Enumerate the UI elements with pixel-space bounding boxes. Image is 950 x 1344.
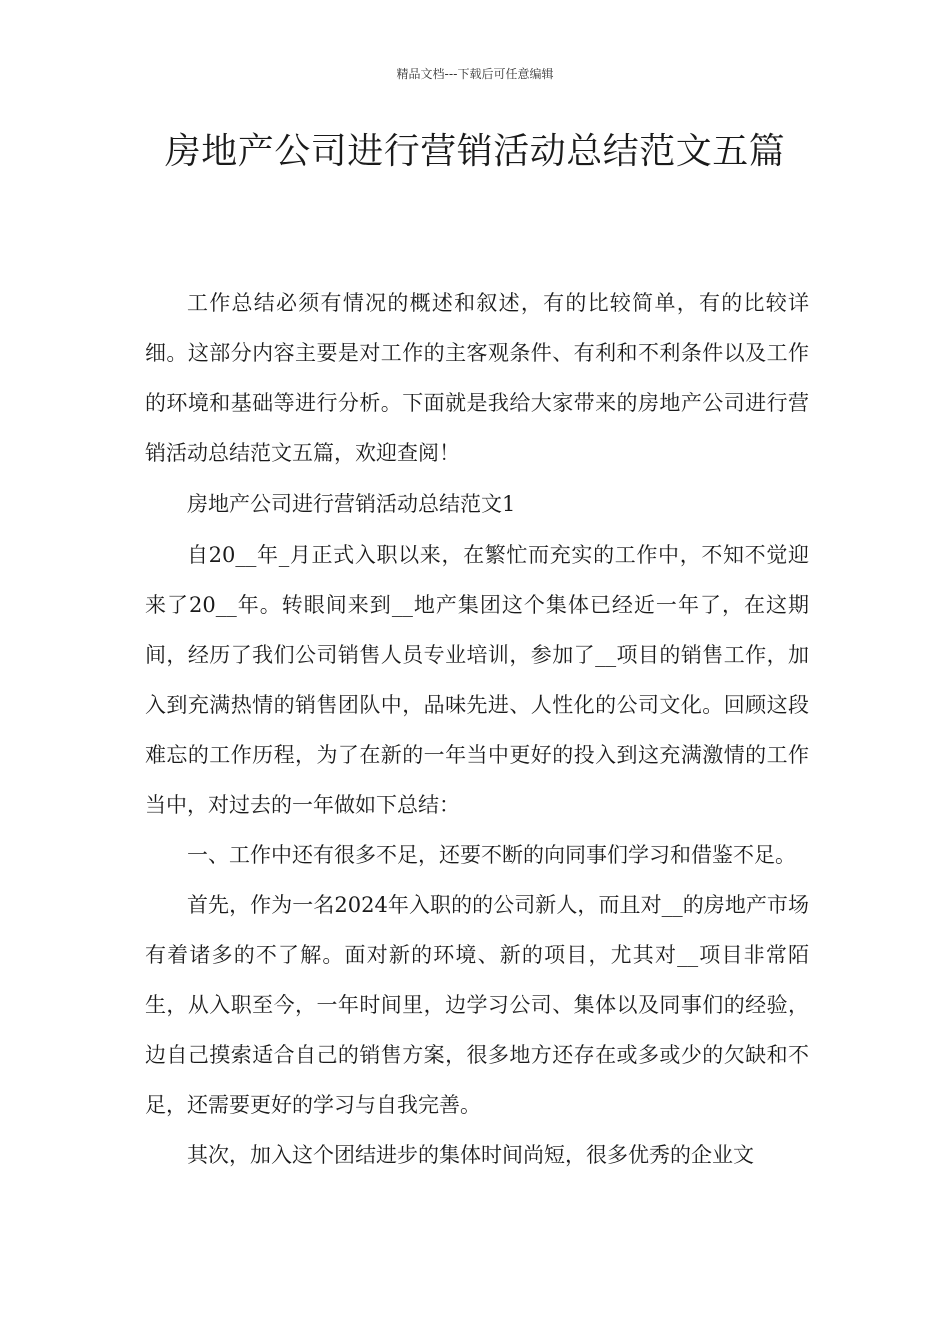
- body-paragraph: 其次，加入这个团结进步的集体时间尚短，很多优秀的企业文: [187, 1143, 754, 1167]
- section-heading: 房地产公司进行营销活动总结范文1: [187, 492, 516, 516]
- subheading-paragraph: 一、工作中还有很多不足，还要不断的向同事们学习和借鉴不足。: [187, 843, 796, 867]
- body-paragraph: 自20__年_月正式入职以来，在繁忙而充实的工作中，不知不觉迎来了20__年。转眼间来到__地产集团这个集体已经近一年了，在这期间，经历了我们公司销售人员专业培训，参加了__项目的销售工作，加入到充满热情的销售团队中，品味先进、人性化的公司文化。回顾这段难忘的工作历程，为了在新的一年当中更好的投入到这充满激情的工作当中，对过去的一年做如下总结：: [145, 543, 809, 817]
- body-paragraph: 首先，作为一名2024年入职的的公司新人，而且对__的房地产市场有着诸多的不了解。面对新的环境、新的项目，尤其对__项目非常陌生，从入职至今，一年时间里，边学习公司、集体以及同事们的经验，边自己摸索适合自己的销售方案，很多地方还存在或多或少的欠缺和不足，还需要更好的学习与自我完善。: [145, 893, 809, 1117]
- document-title: 房地产公司进行营销活动总结范文五篇: [164, 131, 786, 172]
- document-body: [145, 278, 809, 1180]
- intro-paragraph: 工作总结必须有情况的概述和叙述，有的比较简单，有的比较详细。这部分内容主要是对工作的主客观条件、有利和不利条件以及工作的环境和基础等进行分析。下面就是我给大家带来的房地产公司进行营销活动总结范文五篇，欢迎查阅！: [145, 291, 809, 465]
- header-note: 精品文档---下载后可任意编辑: [396, 67, 554, 81]
